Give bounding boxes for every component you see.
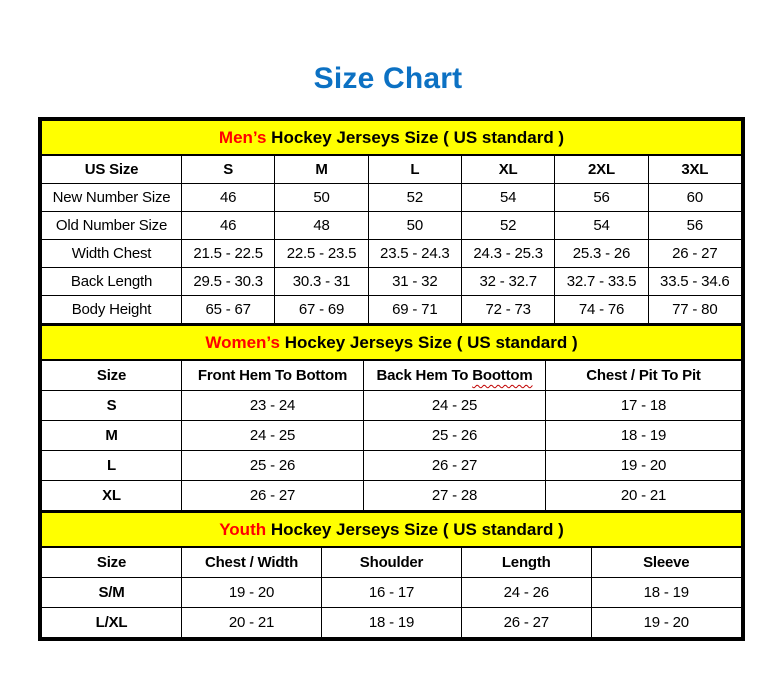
womens-header-row (42, 360, 742, 391)
value-cell: 19 - 20 (182, 578, 322, 608)
youth-header-row (42, 547, 742, 578)
womens-row-m (42, 421, 742, 451)
value-cell: 19 - 20 (546, 451, 742, 481)
value-cell: 21.5 - 22.5 (182, 240, 275, 268)
value-cell: 20 - 21 (182, 608, 322, 638)
value-cell: 26 - 27 (182, 481, 364, 511)
row-label-cell: Width Chest (42, 240, 182, 268)
mens-size-table (41, 120, 742, 324)
value-cell: 25 - 26 (182, 451, 364, 481)
value-cell: 23 - 24 (182, 391, 364, 421)
value-cell: 24 - 25 (182, 421, 364, 451)
back-hem-label-text: Back Hem To (376, 367, 473, 384)
mens-band-highlight: Men’s (218, 128, 267, 147)
youth-col-size: Size (42, 547, 182, 578)
mens-header-row (42, 155, 742, 184)
value-cell: 32 - 32.7 (461, 268, 554, 296)
womens-row-l (42, 451, 742, 481)
value-cell: 32.7 - 33.5 (555, 268, 648, 296)
youth-size-table (41, 511, 742, 638)
youth-col-shoulder: Shoulder (322, 547, 462, 578)
mens-col-m: M (275, 155, 368, 184)
value-cell: 48 (275, 212, 368, 240)
youth-section-band (42, 512, 742, 547)
value-cell: 72 - 73 (461, 296, 554, 324)
womens-col-size: Size (42, 360, 182, 391)
mens-col-l: L (368, 155, 461, 184)
value-cell: 24 - 26 (462, 578, 592, 608)
mens-row-old-number-size (42, 212, 742, 240)
mens-row-back-length (42, 268, 742, 296)
mens-row-body-height (42, 296, 742, 324)
mens-col-2xl: 2XL (555, 155, 648, 184)
row-label-cell: New Number Size (42, 184, 182, 212)
youth-row-sm (42, 578, 742, 608)
value-cell: 23.5 - 24.3 (368, 240, 461, 268)
mens-section-band (42, 121, 742, 156)
womens-section-band (42, 325, 742, 360)
value-cell: 56 (555, 184, 648, 212)
value-cell: 27 - 28 (364, 481, 546, 511)
youth-col-sleeve: Sleeve (591, 547, 742, 578)
value-cell: 18 - 19 (546, 421, 742, 451)
youth-band-text: Hockey Jerseys Size ( US standard ) (266, 520, 564, 539)
value-cell: 30.3 - 31 (275, 268, 368, 296)
womens-band-highlight: Women’s (205, 333, 280, 352)
value-cell: 33.5 - 34.6 (648, 268, 741, 296)
mens-col-xl: XL (461, 155, 554, 184)
value-cell: 18 - 19 (591, 578, 742, 608)
size-label-cell: S (42, 391, 182, 421)
mens-col-us-size: US Size (42, 155, 182, 184)
value-cell: 18 - 19 (322, 608, 462, 638)
value-cell: 65 - 67 (182, 296, 275, 324)
value-cell: 24 - 25 (364, 391, 546, 421)
value-cell: 50 (368, 212, 461, 240)
row-label-cell: Body Height (42, 296, 182, 324)
value-cell: 74 - 76 (555, 296, 648, 324)
value-cell: 46 (182, 212, 275, 240)
value-cell: 17 - 18 (546, 391, 742, 421)
womens-col-back-hem (364, 360, 546, 391)
value-cell: 77 - 80 (648, 296, 741, 324)
value-cell: 69 - 71 (368, 296, 461, 324)
value-cell: 25.3 - 26 (555, 240, 648, 268)
womens-band-text: Hockey Jerseys Size ( US standard ) (279, 333, 578, 352)
youth-row-lxl (42, 608, 742, 638)
value-cell: 26 - 27 (364, 451, 546, 481)
womens-row-s (42, 391, 742, 421)
page-title: Size Chart (313, 62, 463, 95)
size-label-cell: M (42, 421, 182, 451)
womens-size-table (41, 324, 742, 511)
value-cell: 50 (275, 184, 368, 212)
youth-col-length: Length (462, 547, 592, 578)
mens-col-3xl: 3XL (648, 155, 741, 184)
value-cell: 56 (648, 212, 741, 240)
value-cell: 67 - 69 (275, 296, 368, 324)
size-label-cell: XL (42, 481, 182, 511)
size-label-cell: L (42, 451, 182, 481)
value-cell: 25 - 26 (364, 421, 546, 451)
womens-section-band-row (42, 325, 742, 360)
value-cell: 22.5 - 23.5 (275, 240, 368, 268)
back-hem-misspelled-word: Boottom (472, 367, 533, 384)
mens-row-width-chest (42, 240, 742, 268)
youth-section-band-row (42, 512, 742, 547)
youth-band-highlight: Youth (219, 520, 267, 539)
womens-row-xl (42, 481, 742, 511)
mens-section-band-row (42, 121, 742, 156)
value-cell: 24.3 - 25.3 (461, 240, 554, 268)
row-label-cell: Old Number Size (42, 212, 182, 240)
womens-col-front-hem: Front Hem To Bottom (182, 360, 364, 391)
value-cell: 46 (182, 184, 275, 212)
value-cell: 54 (461, 184, 554, 212)
row-label-cell: Back Length (42, 268, 182, 296)
size-label-cell: S/M (42, 578, 182, 608)
value-cell: 54 (555, 212, 648, 240)
value-cell: 29.5 - 30.3 (182, 268, 275, 296)
size-label-cell: L/XL (42, 608, 182, 638)
mens-col-s: S (182, 155, 275, 184)
value-cell: 52 (368, 184, 461, 212)
mens-band-text: Hockey Jerseys Size ( US standard ) (266, 128, 565, 147)
youth-col-chest-width: Chest / Width (182, 547, 322, 578)
value-cell: 60 (648, 184, 741, 212)
value-cell: 26 - 27 (648, 240, 741, 268)
value-cell: 19 - 20 (591, 608, 742, 638)
value-cell: 16 - 17 (322, 578, 462, 608)
value-cell: 20 - 21 (546, 481, 742, 511)
womens-col-chest-pit: Chest / Pit To Pit (546, 360, 742, 391)
mens-row-new-number-size (42, 184, 742, 212)
value-cell: 31 - 32 (368, 268, 461, 296)
size-chart-container (38, 117, 745, 641)
value-cell: 26 - 27 (462, 608, 592, 638)
value-cell: 52 (461, 212, 554, 240)
